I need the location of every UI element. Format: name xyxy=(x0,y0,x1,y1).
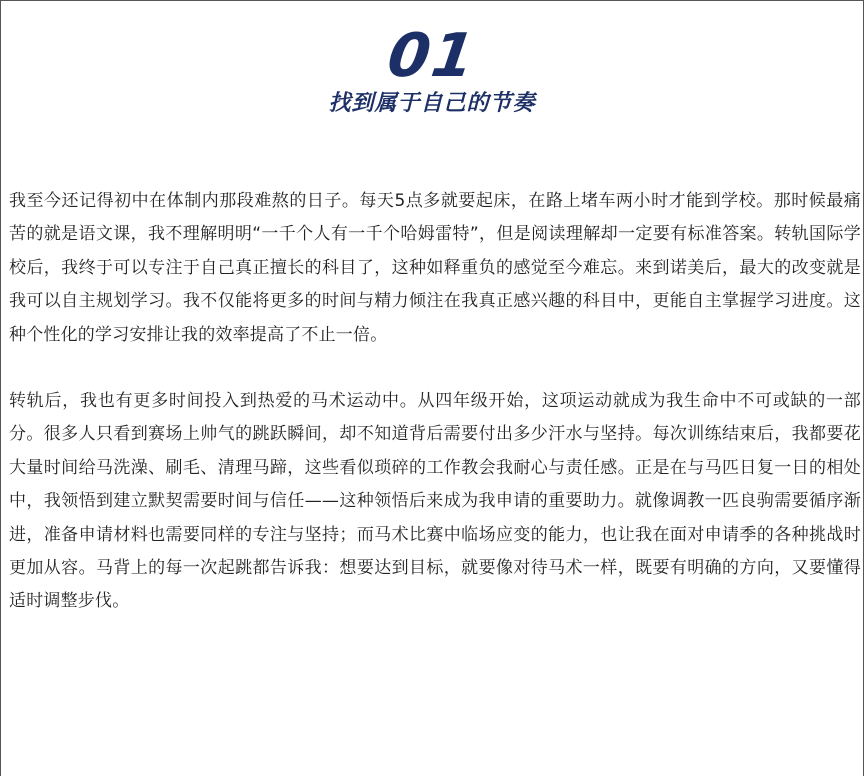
article-body xyxy=(9,185,861,619)
section-title: 找到属于自己的节奏 xyxy=(328,91,536,116)
section-number: 01 xyxy=(383,21,481,91)
section-header xyxy=(1,23,863,119)
paragraph-1: 我至今还记得初中在体制内那段难熬的日子。每天5点多就要起床，在路上堵车两小时才能到学校。那时候最痛苦的就是语文课，我不理解明明“一千个人有一千个哈姆雷特”，但是阅读理解却一定要有标准答案。转轨国际学校后，我终于可以专注于自己真正擅长的科目了，这种如释重负的感觉至今难忘。来到诺美后，最大的改变就是我可以自主规划学习。我不仅能将更多的时间与精力倾注在我真正感兴趣的科目中，更能自主掌握学习进度。这种个性化的学习安排让我的效率提高了不止一倍。 xyxy=(9,191,861,345)
paragraph-2: 转轨后，我也有更多时间投入到热爱的马术运动中。从四年级开始，这项运动就成为我生命中不可或缺的一部分。很多人只看到赛场上帅气的跳跃瞬间，却不知道背后需要付出多少汗水与坚持。每次训练结束后，我都要花大量时间给马洗澡、刷毛、清理马蹄，这些看似琐碎的工作教会我耐心与责任感。正是在与马匹日复一日的相处中，我领悟到建立默契需要时间与信任——这种领悟后来成为我申请的重要助力。就像调教一匹良驹需要循序渐进，准备申请材料也需要同样的专注与坚持；而马术比赛中临场应变的能力，也让我在面对申请季的各种挑战时更加从容。马背上的每一次起跳都告诉我：想要达到目标，就要像对待马术一样，既要有明确的方向，又要懂得适时调整步伐。 xyxy=(9,391,861,612)
